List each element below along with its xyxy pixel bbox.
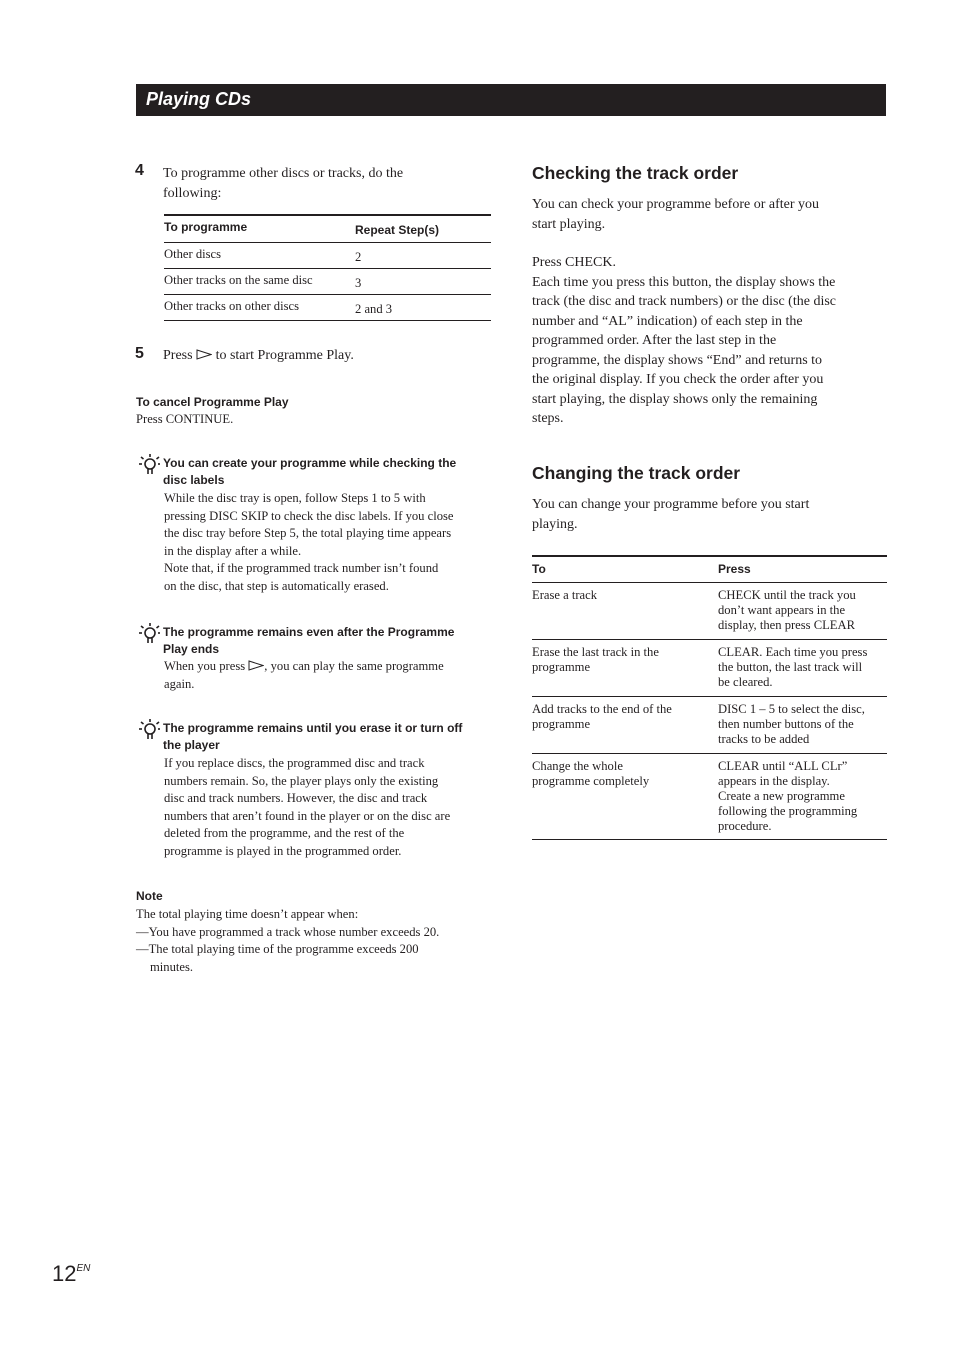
paragraph-line: start playing, the display shows only the remaining xyxy=(532,391,818,407)
checking-intro xyxy=(532,195,819,234)
lightbulb-tip-icon xyxy=(138,453,160,477)
paragraph-line: start playing. xyxy=(532,216,606,232)
play-triangle-icon xyxy=(248,660,264,671)
note-line: —You have programmed a track whose number exceeds 20. xyxy=(136,924,440,939)
table-cell xyxy=(532,640,718,697)
cell-line: programme xyxy=(532,717,591,731)
table-cell: Other discs xyxy=(164,243,355,269)
step-number-5: 5 xyxy=(135,345,144,362)
table-row xyxy=(532,583,887,640)
table-row xyxy=(164,269,491,295)
press-check-line: Press CHECK. xyxy=(532,255,617,270)
tip-title-line: disc labels xyxy=(163,473,225,487)
step5-before: Press xyxy=(163,348,193,363)
lightbulb-tip-icon xyxy=(138,622,160,646)
cell-line: programme xyxy=(532,660,591,674)
tip-title-line: The programme remains until you erase it or turn off xyxy=(163,721,463,735)
change-order-table xyxy=(532,555,887,840)
step4-text xyxy=(163,164,403,203)
note-title: Note xyxy=(136,889,163,903)
paragraph-line: You can change your programme before you start xyxy=(532,497,810,512)
tip3-body xyxy=(164,755,450,861)
cell-line: don’t want appears in the xyxy=(718,603,846,617)
cell-line: Change the whole xyxy=(532,759,623,773)
table-header-row xyxy=(532,556,887,583)
paragraph-line: You can check your programme before or after you xyxy=(532,197,820,212)
column-header: Repeat Step(s) xyxy=(355,215,491,243)
table-cell xyxy=(718,754,887,840)
changing-intro xyxy=(532,495,809,534)
cell-line: the button, the last track will xyxy=(718,660,863,674)
table-row xyxy=(532,697,887,754)
cell-line: tracks to be added xyxy=(718,732,810,746)
tip-line: in the display after a while. xyxy=(164,543,302,558)
step5-after: to start Programme Play. xyxy=(215,348,354,363)
page-number xyxy=(52,1261,90,1287)
cell-line: CLEAR. Each time you press xyxy=(718,645,868,659)
table-cell: 3 xyxy=(355,269,491,295)
table-cell: 2 xyxy=(355,243,491,269)
table-row xyxy=(164,295,491,321)
page-language-suffix: EN xyxy=(76,1263,91,1274)
section-header-bar xyxy=(136,84,886,116)
tip-title-line: The programme remains even after the Programme xyxy=(163,625,455,639)
column-header: To xyxy=(532,556,718,583)
tip-line: disc and track numbers. However, the disc and track xyxy=(164,791,428,806)
tip2-body xyxy=(164,658,444,693)
tip2-line1-after: , you can play the same programme xyxy=(264,659,444,673)
table-row xyxy=(532,754,887,840)
tip-line: the disc tray before Step 5, the total playing time appears xyxy=(164,526,452,541)
tip-title-line: You can create your programme while checking the xyxy=(163,456,457,470)
tip-line: numbers that aren’t found in the player or on the disc are xyxy=(164,808,451,823)
paragraph-line: the original display. If you check the order after you xyxy=(532,372,824,387)
table-cell xyxy=(532,697,718,754)
tip-line: While the disc tray is open, follow Steps 1 to 5 with xyxy=(164,491,426,505)
step4-line: following: xyxy=(163,185,222,201)
tip-line xyxy=(164,658,444,676)
paragraph-line: number and “AL” indication) of each step in the xyxy=(532,313,803,329)
step5-text xyxy=(163,346,354,366)
table-cell: Other tracks on other discs xyxy=(164,295,355,321)
step-number-4: 4 xyxy=(135,162,144,179)
tip2-title xyxy=(163,624,454,658)
cell-line: CLEAR until “ALL CLr” xyxy=(718,759,848,773)
tip-title-line: Play ends xyxy=(163,642,220,656)
checking-heading: Checking the track order xyxy=(532,163,739,183)
cell-line: DISC 1 – 5 to select the disc, xyxy=(718,702,865,716)
cell-line: Create a new programme xyxy=(718,789,845,803)
cell-line: appears in the display. xyxy=(718,774,830,788)
programme-steps-table xyxy=(164,214,491,321)
tip-line: again. xyxy=(164,676,195,691)
table-cell xyxy=(718,583,887,640)
cell-line: Add tracks to the end of the xyxy=(532,702,672,716)
paragraph-line: programmed order. After the last step in the xyxy=(532,333,777,348)
step4-line: To programme other discs or tracks, do the xyxy=(163,166,404,181)
play-triangle-icon xyxy=(196,349,212,360)
note-line: minutes. xyxy=(150,959,194,974)
table-row xyxy=(532,640,887,697)
cell-line: programme completely xyxy=(532,774,650,788)
table-cell: 2 and 3 xyxy=(355,295,491,321)
paragraph-line: steps. xyxy=(532,411,564,426)
checking-body xyxy=(532,253,836,429)
tip-line: Note that, if the programmed track number isn’t found xyxy=(164,561,439,576)
column-header: To programme xyxy=(164,215,355,243)
cell-line: be cleared. xyxy=(718,675,773,689)
tip-line: on the disc, that step is automatically erased. xyxy=(164,578,389,593)
changing-heading: Changing the track order xyxy=(532,463,741,483)
page-number-value: 12 xyxy=(52,1261,77,1286)
paragraph-line: track (the disc and track numbers) or the disc (the disc xyxy=(532,294,837,309)
paragraph-line: playing. xyxy=(532,516,578,532)
table-cell xyxy=(718,697,887,754)
table-cell xyxy=(532,754,718,840)
cell-line: CHECK until the track you xyxy=(718,588,856,602)
note-line: The total playing time doesn’t appear when: xyxy=(136,907,359,921)
note-line: —The total playing time of the programme exceeds 200 xyxy=(136,942,419,957)
cell-line: Erase the last track in the xyxy=(532,645,659,659)
table-cell xyxy=(532,583,718,640)
tip-title-line: the player xyxy=(163,738,220,752)
note-body xyxy=(136,906,439,976)
tip-line: deleted from the programme, and the rest of the xyxy=(164,826,405,841)
tip-line: numbers remain. So, the player plays only the existing xyxy=(164,773,439,788)
cell-line: then number buttons of the xyxy=(718,717,854,731)
table-cell: Other tracks on the same disc xyxy=(164,269,355,295)
paragraph-line: Each time you press this button, the display shows the xyxy=(532,274,836,290)
table-header-row xyxy=(164,215,491,243)
column-header: Press xyxy=(718,556,887,583)
tip2-line1-before: When you press xyxy=(164,659,246,673)
cell-line: procedure. xyxy=(718,819,772,833)
tip-line: pressing DISC SKIP to check the disc labels. If you close xyxy=(164,508,454,523)
cell-line: following the programming xyxy=(718,804,858,818)
lightbulb-tip-icon xyxy=(138,718,160,742)
tip3-title xyxy=(163,720,462,754)
cell-line: display, then press CLEAR xyxy=(718,618,855,632)
tip-line: programme is played in the programmed order. xyxy=(164,843,402,858)
cell-line: Erase a track xyxy=(532,588,598,602)
cancel-text: Press CONTINUE. xyxy=(136,412,234,426)
paragraph-line: programme, the display shows “End” and returns to xyxy=(532,352,823,368)
tip1-body xyxy=(164,490,454,596)
tip1-title xyxy=(163,455,456,489)
cancel-title: To cancel Programme Play xyxy=(136,395,289,409)
tip-line: If you replace discs, the programmed disc and track xyxy=(164,756,425,770)
table-cell xyxy=(718,640,887,697)
table-row xyxy=(164,243,491,269)
section-title: Playing CDs xyxy=(146,89,252,109)
